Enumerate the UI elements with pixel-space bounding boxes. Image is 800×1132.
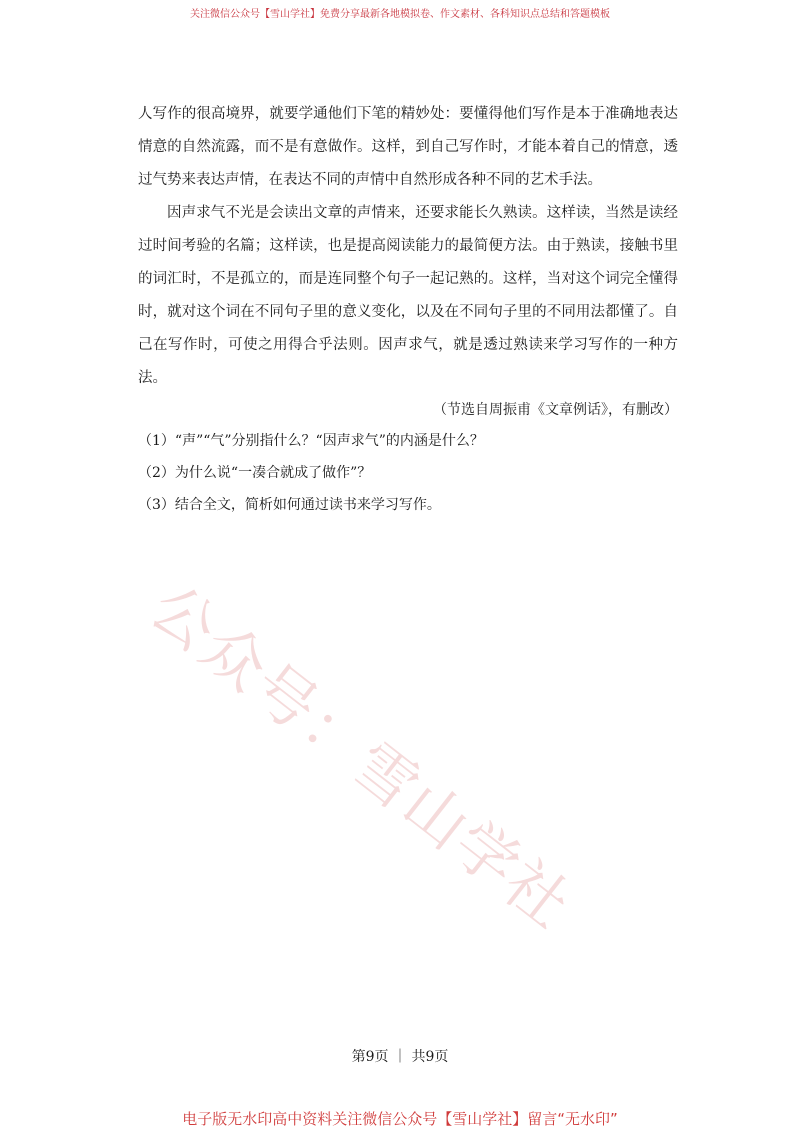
question-1: （1）“声”“气”分别指什么？“因声求气”的内涵是什么？ bbox=[138, 433, 484, 449]
question-2: （2）为什么说“一凑合就成了做作”？ bbox=[138, 465, 372, 481]
question-3: （3）结合全文，简析如何通过读书来学习写作。 bbox=[138, 497, 441, 513]
watermark: 公众号：雪山学社 bbox=[137, 570, 586, 943]
document-content bbox=[138, 98, 678, 521]
page-number: 第9页 ｜ 共9页 bbox=[351, 1049, 449, 1065]
article-paragraph-1: 人写作的很高境界，就要学通他们下笔的精妙处：要懂得他们写作是本于准确地表达情意的自然流露，而不是有意做作。这样，到自己写作时，才能本着自己的情意，透过气势来表达声情，在表达不同的声情中自然形成各种不同的艺术手法。 bbox=[138, 106, 678, 188]
article-source: （节选自周振甫《文章例话》，有删改） bbox=[433, 402, 678, 418]
article-paragraph-2: 因声求气不光是会读出文章的声情来，还要求能长久熟读。这样读，当然是读经过时间考验的名篇；这样读，也是提高阅读能力的最简便方法。由于熟读，接触书里的词汇时，不是孤立的，而是连同整个句子一起记熟的。这样，当对这个词完全懂得时，就对这个词在不同句子里的意义变化，以及在不同句子里的不同用法都懂了。自己在写作时，可使之用得合乎法则。因声求气，就是透过熟读来学习写作的一种方法。 bbox=[138, 205, 678, 386]
question-list bbox=[138, 425, 678, 521]
footer-banner: 电子版无水印高中资料关注微信公众号【雪山学社】留言“无水印” bbox=[182, 1110, 618, 1128]
header-banner: 关注微信公众号【雪山学社】免费分享最新各地模拟卷、作文素材、各科知识点总结和答题模板 bbox=[190, 9, 610, 20]
